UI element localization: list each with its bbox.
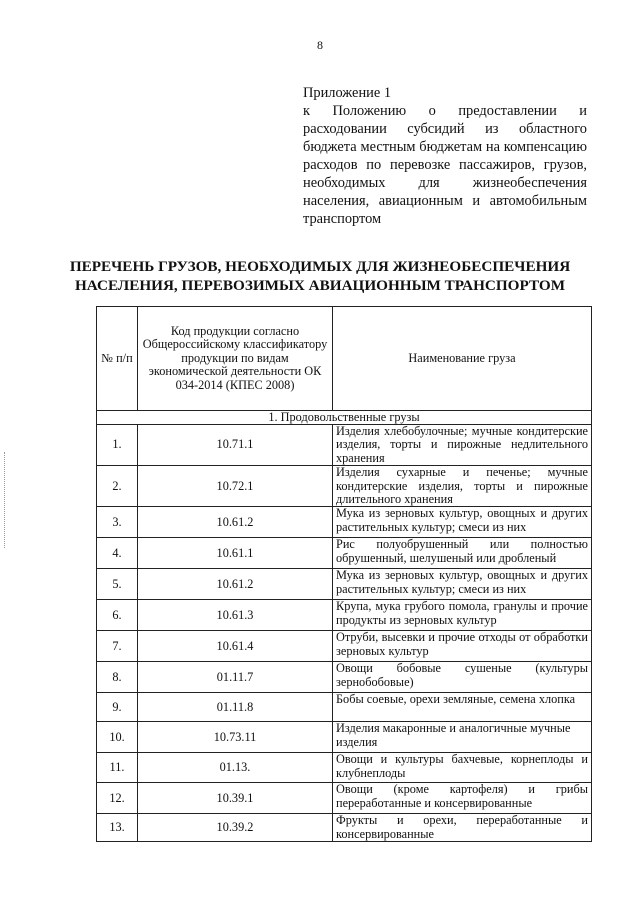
table-row [97, 425, 592, 466]
row-cargo-name: Овощи (кроме картофеля) и грибы переработанные и консервированные [333, 783, 592, 814]
row-code: 01.13. [138, 753, 333, 783]
header-number: № п/п [97, 307, 138, 411]
document-title-line-1: ПЕРЕЧЕНЬ ГРУЗОВ, НЕОБХОДИМЫХ ДЛЯ ЖИЗНЕОБЕСПЕЧЕНИЯ [69, 258, 571, 275]
row-number: 7. [97, 631, 138, 662]
row-code: 01.11.8 [138, 693, 333, 722]
page-number: 8 [317, 38, 323, 52]
row-number: 4. [97, 538, 138, 569]
row-cargo-name: Мука из зерновых культур, овощных и других растительных культур; смеси из них [333, 507, 592, 538]
row-code: 10.61.4 [138, 631, 333, 662]
table-header-row [97, 307, 592, 411]
row-number: 6. [97, 600, 138, 631]
row-cargo-name: Изделия макаронные и аналогичные мучные изделия [333, 722, 592, 753]
header-product-code: Код продукции согласно Общероссийскому классификатору продукции по видам экономической деятельности ОК 034-2014 (КПЕС 2008) [138, 307, 333, 411]
scan-edge-marks [4, 452, 7, 548]
row-cargo-name: Бобы соевые, орехи земляные, семена хлопка [333, 693, 592, 722]
row-number: 5. [97, 569, 138, 600]
section-title: 1. Продовольственные грузы [97, 411, 592, 425]
row-cargo-name: Отруби, высевки и прочие отходы от обработки зерновых культур [333, 631, 592, 662]
row-number: 3. [97, 507, 138, 538]
row-code: 10.61.2 [138, 569, 333, 600]
row-cargo-name: Изделия хлебобулочные; мучные кондитерские изделия, торты и пирожные недлительного хранения [333, 425, 592, 466]
table-row [97, 783, 592, 814]
row-number: 10. [97, 722, 138, 753]
table-row [97, 722, 592, 753]
row-number: 1. [97, 425, 138, 466]
row-code: 10.61.2 [138, 507, 333, 538]
section-row [97, 411, 592, 425]
appendix-text: к Положению о предоставлении и расходовании субсидий из областного бюджета местным бюджетам на компенсацию расходов по перевозке пассажиров, грузов, необходимых для жизнеобеспечения населения, авиационным и автомобильным транспортом [303, 103, 587, 227]
row-cargo-name: Изделия сухарные и печенье; мучные кондитерские изделия, торты и пирожные длительного хранения [333, 466, 592, 507]
table-row [97, 662, 592, 693]
row-number: 8. [97, 662, 138, 693]
table-row [97, 600, 592, 631]
document-title [40, 257, 600, 295]
table-row [97, 507, 592, 538]
row-number: 9. [97, 693, 138, 722]
row-cargo-name: Крупа, мука грубого помола, гранулы и прочие продукты из зерновых культур [333, 600, 592, 631]
row-code: 10.61.3 [138, 600, 333, 631]
table-row [97, 753, 592, 783]
table-row [97, 631, 592, 662]
row-number: 11. [97, 753, 138, 783]
row-code: 10.72.1 [138, 466, 333, 507]
row-cargo-name: Овощи и культуры бахчевые, корнеплоды и клубнеплоды [333, 753, 592, 783]
row-number: 2. [97, 466, 138, 507]
table-row [97, 693, 592, 722]
table-row [97, 466, 592, 507]
row-code: 10.73.11 [138, 722, 333, 753]
row-cargo-name: Мука из зерновых культур, овощных и других растительных культур; смеси из них [333, 569, 592, 600]
appendix-block [303, 84, 587, 228]
row-code: 10.61.1 [138, 538, 333, 569]
row-cargo-name: Фрукты и орехи, переработанные и консервированные [333, 814, 592, 842]
row-code: 10.71.1 [138, 425, 333, 466]
row-code: 01.11.7 [138, 662, 333, 693]
row-number: 13. [97, 814, 138, 842]
row-cargo-name: Рис полуобрушенный или полностью обрушенный, шелушеный или дробленый [333, 538, 592, 569]
row-code: 10.39.1 [138, 783, 333, 814]
table-row [97, 538, 592, 569]
table-row [97, 814, 592, 842]
row-code: 10.39.2 [138, 814, 333, 842]
row-number: 12. [97, 783, 138, 814]
goods-table [96, 306, 592, 842]
table-row [97, 569, 592, 600]
header-cargo-name: Наименование груза [333, 307, 592, 411]
appendix-title: Приложение 1 [303, 85, 392, 101]
document-title-line-2: НАСЕЛЕНИЯ, ПЕРЕВОЗИМЫХ АВИАЦИОННЫМ ТРАНСПОРТОМ [74, 277, 566, 294]
row-cargo-name: Овощи бобовые сушеные (культуры зернобобовые) [333, 662, 592, 693]
